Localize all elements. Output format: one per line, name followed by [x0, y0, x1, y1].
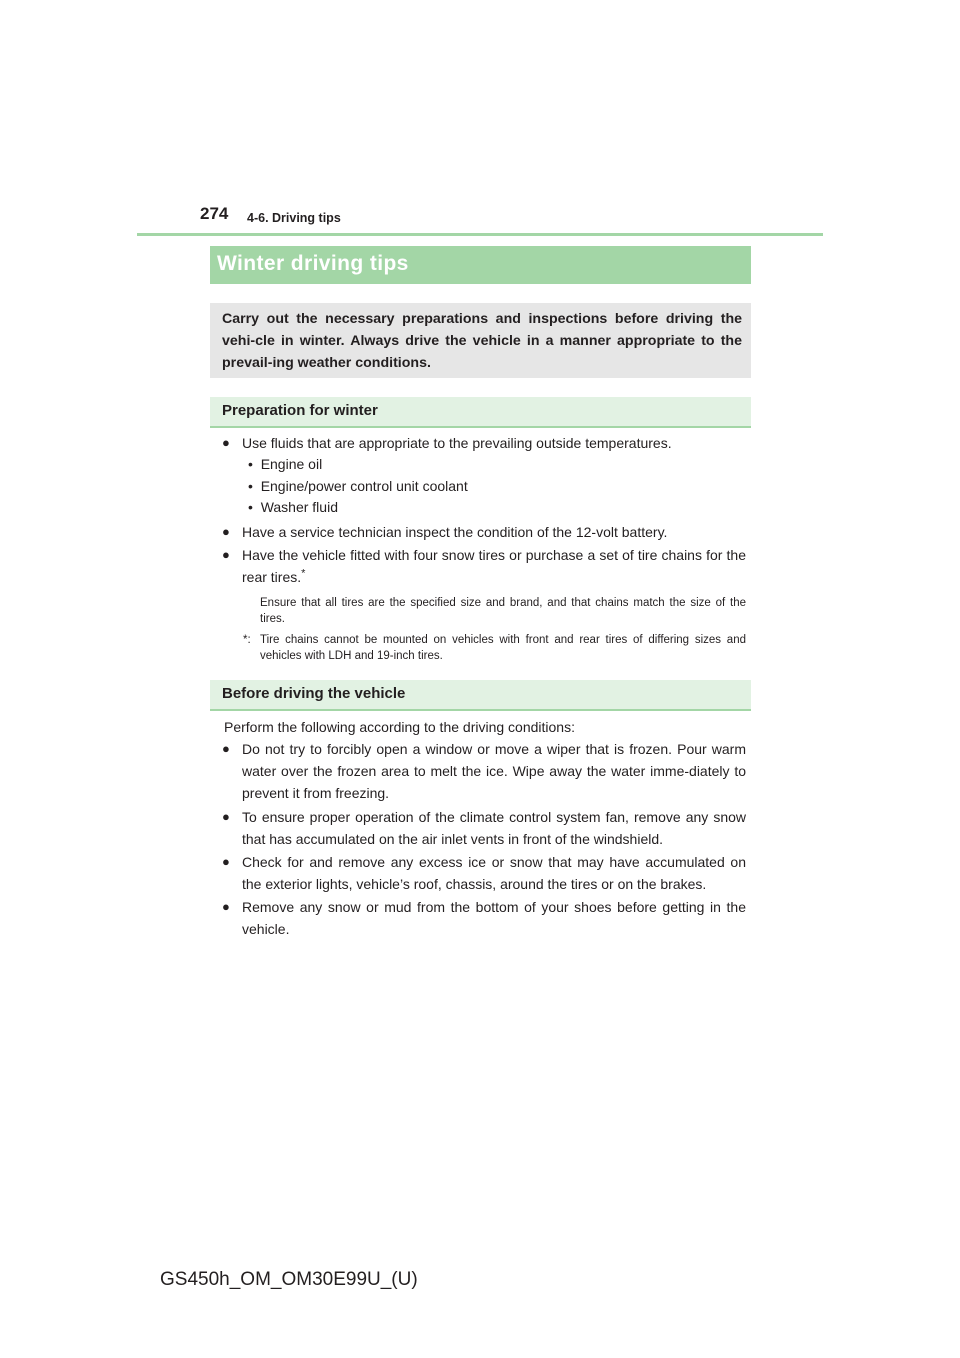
before-driving-heading-bar — [210, 680, 751, 711]
section-reference: 4-6. Driving tips — [247, 211, 341, 225]
list-item — [222, 432, 746, 454]
bullet-icon: ● — [222, 854, 230, 869]
bullet-icon: ● — [222, 547, 230, 562]
lead-text: Perform the following according to the driving conditions: — [224, 719, 575, 735]
list-item — [222, 851, 746, 895]
sub-list-item — [248, 497, 338, 518]
intro-box — [210, 303, 751, 378]
sub-list-item — [248, 454, 322, 475]
bullet-text: Check for and remove any excess ice or snow that may have accumulated on the exterior lights, vehicle’s roof, chassis, around the tires or on the brakes. — [242, 854, 746, 892]
bullet-icon: ● — [222, 741, 230, 756]
bullet-icon: ● — [222, 524, 230, 539]
list-item — [222, 806, 746, 850]
bullet-text: To ensure proper operation of the climate control system fan, remove any snow that has accumulated on the air inlet vents in front of the windshield. — [242, 809, 746, 847]
note-text: Ensure that all tires are the specified size and brand, and that chains match the size of the tires. — [260, 597, 746, 625]
bullet-icon: ● — [222, 899, 230, 914]
intro-text: Carry out the necessary preparations and inspections before driving the vehi-cle in winter. Always drive the vehicle in a manner appropriate to the prevail-ing weather conditions. — [222, 311, 742, 371]
bullet-icon: ● — [222, 809, 230, 824]
sub-bullet-icon: • — [248, 499, 253, 515]
footnote-text: Tire chains cannot be mounted on vehicles with front and rear tires of differing sizes and vehicles with LDH and 19-inch tires. — [260, 634, 746, 662]
document-code: GS450h_OM_OM30E99U_(U) — [160, 1269, 418, 1290]
preparation-heading: Preparation for winter — [222, 402, 378, 419]
list-item — [222, 738, 746, 804]
sub-bullet-icon: • — [248, 478, 253, 494]
page-title: Winter driving tips — [217, 252, 409, 275]
sub-item-text: Engine/power control unit coolant — [260, 478, 468, 494]
bullet-text: Use fluids that are appropriate to the prevailing outside temperatures. — [242, 435, 672, 451]
header-divider — [137, 233, 823, 236]
sub-item-text: Engine oil — [260, 456, 323, 472]
page-title-bar — [210, 246, 751, 284]
page-number: 274 — [200, 204, 229, 223]
footnote-mark: *: — [243, 634, 251, 646]
bullet-text: Do not try to forcibly open a window or move a wiper that is frozen. Pour warm water over the frozen area to melt the ice. Wipe away the water imme-diately to prevent it from freezing. — [242, 741, 746, 801]
sub-item-text: Washer fluid — [260, 499, 338, 515]
bullet-text: Have a service technician inspect the condition of the 12-volt battery. — [242, 524, 668, 540]
sub-bullet-icon: • — [248, 456, 253, 472]
sub-list-item — [248, 476, 468, 497]
before-driving-heading: Before driving the vehicle — [222, 685, 406, 702]
preparation-heading-bar — [210, 397, 751, 428]
bullet-icon: ● — [222, 435, 230, 450]
list-item — [222, 521, 746, 543]
bullet-text: Remove any snow or mud from the bottom of your shoes before getting in the vehicle. — [242, 899, 746, 937]
bullet-text: Have the vehicle fitted with four snow tires or purchase a set of tire chains for the rear tires. — [242, 547, 746, 585]
footnote-mark: * — [301, 567, 306, 580]
footnote — [243, 632, 746, 664]
list-item — [222, 544, 746, 588]
list-item — [222, 896, 746, 940]
